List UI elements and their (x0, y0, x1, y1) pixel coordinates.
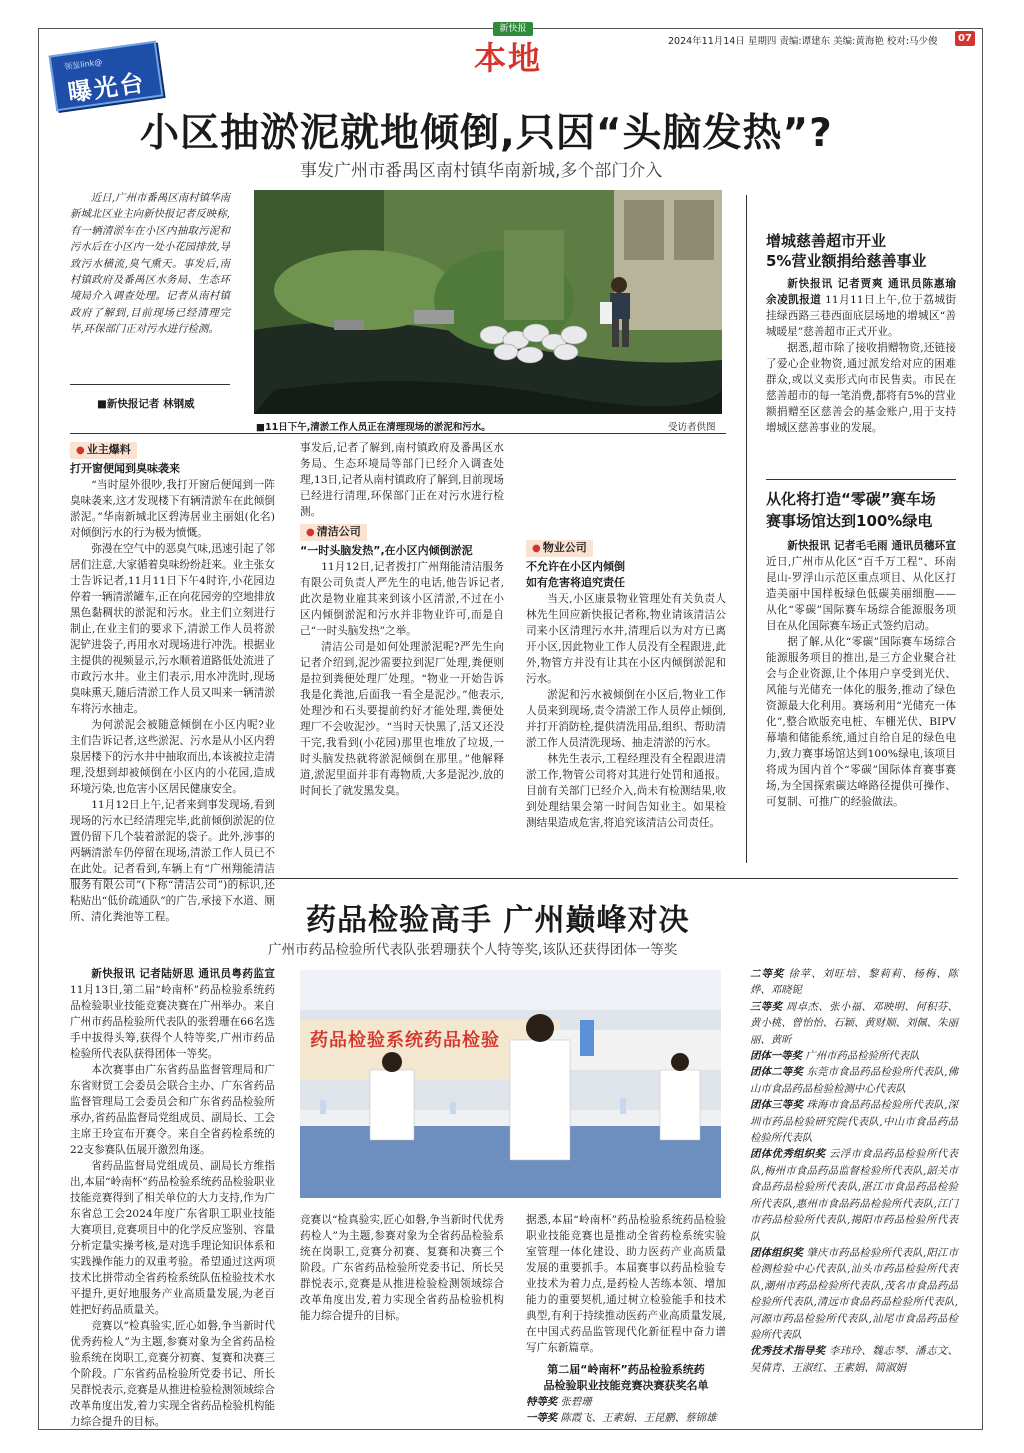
lede-divider (70, 384, 230, 385)
side1-title2: 5%营业额捐给慈善事业 (766, 252, 927, 270)
story2-photo (300, 970, 721, 1198)
second-label: 二等奖 (750, 968, 785, 980)
story1-photo (254, 190, 722, 414)
winners-title1: 第二届“岭南杯”药品检验系统药 (547, 1363, 705, 1376)
team3-label: 团体三等奖 (750, 1099, 803, 1112)
story1-top-rule (70, 433, 726, 434)
story1-byline: ■新快报记者 林钢威 (97, 398, 195, 410)
team1-label: 团体一等奖 (750, 1050, 802, 1063)
story2-subheadline: 广州市药品检验所代表队张碧珊获个人特等奖,该队还获得团体一等奖 (268, 942, 678, 958)
third-label: 三等奖 (750, 1000, 783, 1013)
special-label: 特等奖 (526, 1396, 558, 1408)
side2-title2: 赛事场馆达到100%绿电 (766, 512, 933, 530)
page-number: 07 (955, 31, 975, 46)
team2-label: 团体二等奖 (750, 1066, 803, 1079)
story2-headline: 药品检验高手 广州巅峰对决 (306, 903, 690, 938)
brand-logo: 新快报 (493, 22, 533, 36)
story1-col2: 事发后,记者了解到,南村镇政府及番禺区水务局、生态环境局等部门已经介入调查处理,13日,记者从南村镇政府了解到,目前现场已经进行清理,环保部门正在对污水进行检测。 ● 清洁公司 “一时头脑发热”,在小区内倾倒淤泥 11月12日,记者拨打广州翔能清洁服务有限公司负责人严先生的电话,他告诉记者,此次是物业雇其来到该小区清淤,不过在小区内倾倒淤泥和污水并非物业许可,而是自己“一时头脑发热”之举。 清洁公司是如何处理淤泥呢?严先生向记者介绍到,泥沙需要拉到泥厂处理,粪便则是拉到粪便处理厂处理。“物业一开始告诉我是化粪池,后面我一看全是泥沙。”他表示,处理沙和石头要提前约好才能处理,粪便处理厂不会收泥沙。“当时天快黑了,活又还没干完,我看到(小花园)那里也堆放了垃圾,一时头脑发热就将淤泥倾倒在那里。”他解释道,淤泥里面并非有毒物质,大多是泥沙,放的时间长了就发黑发臭。 (300, 440, 504, 866)
side-separator (766, 479, 956, 480)
side2-lead: 新快报讯 记者毛毛雨 通讯员穗环宣 (787, 540, 956, 552)
team-excellent-label: 团体优秀组织奖 (750, 1148, 826, 1161)
badge-main-text: 曝光台 (66, 68, 148, 108)
badge-top-text: 领鉴link@ (63, 57, 103, 72)
tag-owner-report: ● 业主爆料 (70, 442, 137, 459)
sidebar-divider (746, 195, 747, 863)
dredging-scene-illustration (254, 190, 722, 414)
story1-photo-caption: ■11日下午,清淤工作人员正在清理现场的淤泥和污水。 (256, 422, 491, 433)
story1-subheadline: 事发广州市番禺区南村镇华南新城,多个部门介入 (300, 161, 663, 181)
coach-label: 优秀技术指导奖 (750, 1345, 826, 1358)
lab-competition-illustration (300, 970, 721, 1198)
story1-lede: 近日,广州市番禺区南村镇华南新城北区业主向新快报记者反映称,有一辆清淤车在小区内抽取污泥和污水后在小区内一处小花园排放,导致污水横流,臭气熏天。事发后,南村镇政府及番禺区水务局、生态环境局介入调查处理。记者从南村镇政府了解到,目前现场已经清理完毕,环保部门正对污水进行检测。 (70, 192, 230, 336)
side2-body: 新快报讯 记者毛毛雨 通讯员穗环宣 近日,广州市从化区“百千万工程”、环南昆山-罗浮山示范区重点项目、从化区打造美丽中国样板绿色低碳美丽细胞——从化“零碳”国际赛车场综合能源服务项目在从化国际赛车场正式签约启动。 据了解,从化“零碳”国际赛车场综合能源服务项目的推出,是三方企业聚合社会与企业资源,让个体用户享受到光伏、风能与光储充一体化的服务,推动了绿色资源最大化利用。赛场利用“光储充一体化”,整合欧版充电桩、车棚光伏、BIPV幕墙和储能系统,通过自给自足的绿色电力,致力赛事场馆达到100%绿电,该项目将成为国内首个“零碳”国际体育赛事赛场,为全国探索碳达峰路径提供可操作、可复制、可推广的经验做法。 (766, 540, 956, 808)
story2-col2: 竞赛以“检真验实,匠心如磐,争当新时代优秀药检人”为主题,参赛对象为全省药品检验系统在岗职工,竞赛分初赛、复赛和决赛三个阶段。广东省药品检验所党委书记、所长吴群悦表示,竞赛是从推进检验检测领域综合改革角度出发,着力实现全省药品检验机构能力综合提升的目标。 (300, 1214, 504, 1322)
sec1-subhead: 打开窗便闻到臭味袭来 (70, 462, 180, 475)
side2-title1: 从化将打造“零碳”赛车场 (766, 490, 936, 508)
sec3-subhead2: 如有危害将追究责任 (526, 576, 625, 589)
sec2-subhead: “一时头脑发热”,在小区内倾倒淤泥 (300, 544, 473, 557)
story1-col1: ● 业主爆料 打开窗便闻到臭味袭来 “当时屋外很吵,我打开窗后便闻到一阵臭味袭来,这才发现楼下有辆清淤车在此倾倒淤泥。”华南新城北区碧涛居业主丽姐(化名)对倾倒污水的行为极为愤慨。 弥漫在空气中的恶臭气味,迅速引起了邻居们注意,大家循着臭味纷纷赶来。业主张女士告诉记者,11月11日下午4时许,小花园边停着一辆清淤罐车,正在向花园旁的空地排放黑色黏稠状的淤泥和污水。业主们立刻进行制止,在业主们的要求下,清淤工作人员将淤泥铲进袋子,再用水对现场进行冲洗。根据业主提供的视频显示,污水顺着道路低处流进了市政污水井。业主们表示,用水冲洗时,现场臭味熏天,随后清淤工作人员又叫来一辆清淤车将污水抽走。 为何淤泥会被随意倾倒在小区内呢?业主们告诉记者,这些淤泥、污水是从小区内碧泉居楼下的污水井中抽取而出,本该被拉走清理,没想到却被倾倒在小区内的小花园,造成环境污染,也危害小区居民健康安全。 11月12日上午,记者来到事发现场,看到现场的污水已经清理完毕,此前倾倒淤泥的位置仍留下几个装着淤泥的袋子。此外,涉事的两辆清淤车仍停留在现场,清淤工作人员已不在此处。记者看到,车辆上有“广州翔能清洁服务有限公司”(下称“清洁公司”)的标识,还粘贴出“低价疏通队”的广告,承接下水道、厕所、清化粪池等工程。 (70, 438, 275, 866)
story1-headline: 小区抽淤泥就地倾倒,只因“头脑发热”? (140, 111, 833, 156)
first-label: 一等奖 (526, 1412, 558, 1425)
tag-cleaning-company: ● 清洁公司 (300, 524, 367, 541)
side1-body: 新快报讯 记者贾爽 通讯员陈惠瑜 余凌凯报道 11月11日上午,位于荔城街挂绿西路三巷西面底层场地的增城区“善城暖星”慈善超市正式开业。 据悉,超市除了接收捐赠物资,还链接了爱心企业物资,通过派发给对应的困难群众,或以义卖形式向市民售卖。市民在慈善超市的每一笔消费,都将有5%的营业额捐赠至区慈善会的基金账户,用于支持增城区慈善事业的发展。 (766, 278, 957, 434)
side1-lead: 新快报讯 记者贾爽 通讯员陈惠瑜 余凌凯报道 (766, 278, 956, 306)
team-org-label: 团体组织奖 (750, 1246, 803, 1259)
story1-col3: ● 物业公司 不允许在小区内倾倒 如有危害将追究责任 当天,小区康景物业管理处有关负责人林先生回应新快报记者称,物业请该清洁公司来小区清理污水井,清理后以为对方已离开小区,因此物业工作人员没有全程跟进,此外,物管方并没有让其在小区内倾倒淤泥和污水。 淤泥和污水被倾倒在小区后,物业工作人员来到现场,责令清淤工作人员停止倾倒,并打开消防栓,提供清洗用品,组织、帮助清淤工作人员清洗现场、抽走清淤的污水。 林先生表示,工程经理没有全程跟进清淤工作,物管公司将对其进行处罚和通报。目前有关部门已经介入,尚未有检测结果,收到处理结果会第一时间告知业主。如果检测结果造成危害,将追究该清洁公司责任。 (526, 536, 726, 866)
lab-banner-text: 药品检验系统药品检验 (310, 1030, 500, 1051)
story2-col3: 据悉,本届“岭南杯”药品检验系统药品检验职业技能竞赛也是推动全省药检系统实验室管理一体化建设、助力医药产业高质量发展的重要抓手。本届赛事以药品检验专业技术为着力点,是药检人苦练本领、增加能力的重要契机,通过树立检验能手和技术典型,有利于持续推动医药产业高质量发展,在中国式药品监管现代化新征程中奋力谱写广东新篇章。 第二届“岭南杯”药品检验系统药 品检验职业技能竞赛决赛获奖名单 特等奖 张碧珊 一等奖 陈霞飞、王素娟、王昆鹏、蔡锦雄 (526, 1214, 726, 1425)
sec3-subhead1: 不允许在小区内倾倒 (526, 560, 625, 573)
story2-col1: 新快报讯 记者陆妍思 通讯员粤药监宣 11月13日,第二届“岭南杯”药品检验系统药品检验职业技能竞赛决赛在广州举办。来自广州市药品检验所代表队的张碧珊在66名选手中拔得头筹,获得个人特等奖,广州市药品检验所代表队获得团体一等奖。 本次赛事由广东省药品监督管理局和广东省财贸工会委员会联合主办、广东省药品监督管理局工会委员会和广东省药品检验所承办,省药品监督局党组成员、副局长、工会主席王玲宣布开赛令。来自全省药检系统的22支参赛队伍展开激烈角逐。 省药品监督局党组成员、副局长方维指出,本届“岭南杯”药品检验系统药品检验职业技能竞赛得到了相关单位的大力支持,作为广东省总工会2024年度广东省职工职业技能大赛项目,竞赛项目中的化学反应鉴别、容量分析定量实操考核,是对选手理论知识体系和实践操作能力的双重考验。希望通过这两项技术比拼带动全省药检系统队伍检验技术水平提升,更好地服务产业高质量发展,为老百姓把好药品质量关。 竞赛以“检真验实,匠心如磐,争当新时代优秀药检人”为主题,参赛对象为全省药品检验系统在岗职工,竞赛分初赛、复赛和决赛三个阶段。广东省药品检验所党委书记、所长吴群悦表示,竞赛是从推进检验检测领域综合改革角度出发,着力实现全省药品检验机构能力综合提升的目标。 (70, 968, 275, 1428)
winners-list: 二等奖 徐苹、刘旺培、黎莉莉、杨梅、陈烨、邓晓铌 三等奖 周卓杰、张小福、邓映明、何积芬、黄小桃、曾怡怡、石颖、黄财顺、刘佩、朱丽丽、黄昕 团体一等奖 广州市药品检验所代表队 团体二等奖 东莞市食品药品检验所代表队,佛山市食品药品检验检测中心代表队 团体三等奖 珠海市食品药品检验所代表队,深圳市药品检验研究院代表队,中山市食品药品检验所代表队 团体优秀组织奖 云浮市食品药品检验所代表队,梅州市食品药品监督检验所代表队,韶关市食品药品检验所代表队,湛江市食品药品检验所代表队,惠州市食品药品检验所代表队,江门市药品检验所代表队,揭阳市药品检验所代表队 团体组织奖 肇庆市药品检验所代表队,阳江市检测检验中心代表队,汕头市药品检验所代表队,潮州市药品检验所代表队,茂名市食品药品检验所代表队,清远市食品药品检验所代表队,河源市药品检验所代表队,汕尾市食品药品检验所代表队 优秀技术指导奖 李玮玲、魏志琴、潘志文、吴倩青、王淑红、王素娟、简淑娟 (750, 968, 959, 1374)
story2-lead: 新快报讯 记者陆妍思 通讯员粤药监宣 (91, 968, 275, 980)
tag-property-company: ● 物业公司 (526, 540, 593, 557)
side1-title1: 增城慈善超市开业 (766, 232, 887, 250)
winners-title2: 品检验职业技能竞赛决赛获奖名单 (543, 1379, 709, 1392)
story-divider (70, 878, 958, 879)
section-title: 本地 (474, 39, 543, 77)
story1-photo-credit: 受访者供图 (668, 422, 716, 433)
date-line: 2024年11月14日 星期四 责编:谭建东 美编:黄海艳 校对:马少俊 (668, 36, 938, 47)
